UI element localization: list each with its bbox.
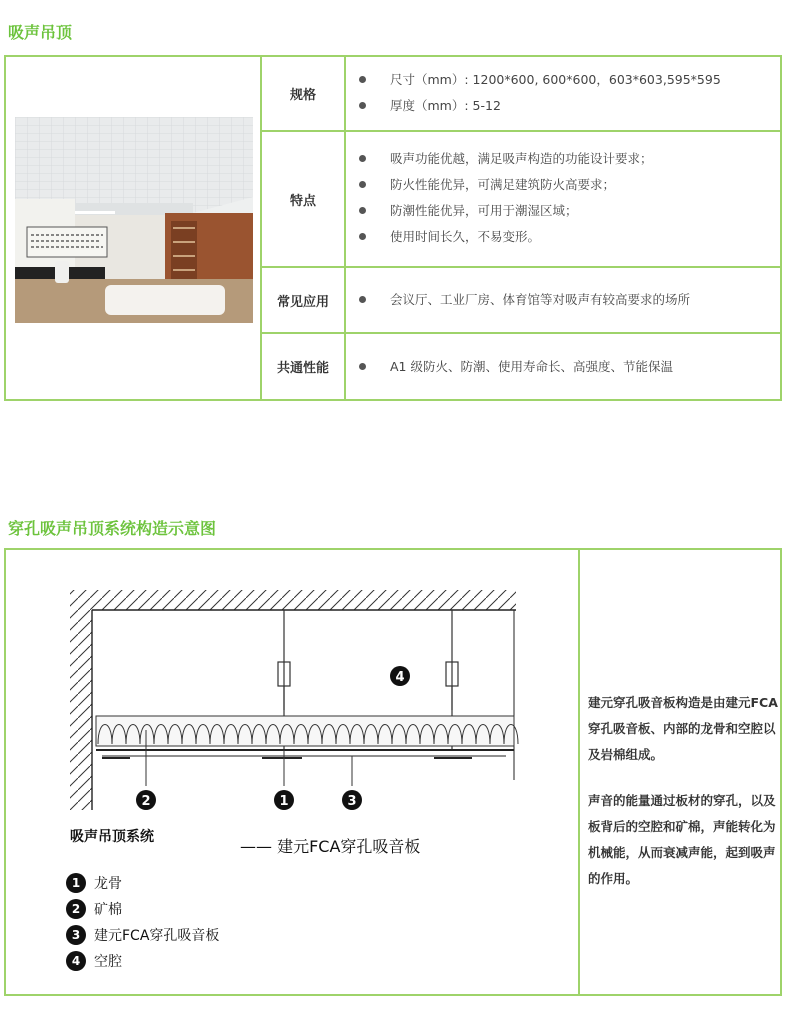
legend-item <box>66 922 219 948</box>
legend-item <box>66 948 219 974</box>
legend-list <box>66 870 219 974</box>
ceiling-photo <box>15 117 253 323</box>
description-acoustics: 声音的能量通过板材的穿孔，以及板背后的空腔和矿棉，声能转化为机械能，从而衰减声能，起到吸声的作用。 <box>588 793 776 886</box>
list-item: 防潮性能优异，可用于潮湿区域； <box>358 198 780 224</box>
legend-item <box>66 870 219 896</box>
row-label-column <box>262 57 346 399</box>
list-item: A1 级防火、防潮、使用寿命长、高强度、节能保温 <box>358 354 780 380</box>
slab-hatch <box>70 590 516 610</box>
callout-number: 4 <box>395 670 405 685</box>
row-label-features: 特点 <box>289 193 316 209</box>
callout-3 <box>342 790 362 810</box>
callout-1 <box>274 790 294 810</box>
legend-text: 矿棉 <box>94 902 122 918</box>
callout-number: 2 <box>141 794 151 809</box>
row-content-column <box>346 57 780 399</box>
callout-number: 1 <box>279 794 289 809</box>
list-item: 吸声功能优越，满足吸声构造的功能设计要求； <box>358 146 780 172</box>
legend-number: 2 <box>66 899 86 919</box>
mineral-wool-layer <box>96 716 514 746</box>
legend-text: 空腔 <box>94 954 122 970</box>
list-item: 厚度（mm）: 5-12 <box>358 93 780 119</box>
list-item: 防火性能优异，可满足建筑防火高要求； <box>358 172 780 198</box>
legend-number: 1 <box>66 873 86 893</box>
list-item: 会议厅、工业厂房、体育馆等对吸声有较高要求的场所 <box>358 287 780 313</box>
list-item: 尺寸（mm）: 1200*600, 600*600，603*603,595*595 <box>358 67 780 93</box>
callout-2 <box>136 790 156 810</box>
callout-4 <box>390 666 410 686</box>
legend-text: 建元FCA穿孔吸音板 <box>94 928 220 944</box>
legend-item <box>66 896 219 922</box>
description-structure: 建元穿孔吸音板构造是由建元FCA 穿孔吸音板、内部的龙骨和空腔以及岩棉组成。 <box>588 695 778 762</box>
legend-number: 3 <box>66 925 86 945</box>
diagram-divider <box>578 550 580 994</box>
office-ceiling-illustration <box>15 117 253 323</box>
row-content-spec <box>346 67 780 119</box>
list-item: 使用时间长久，不易变形。 <box>358 224 780 250</box>
row-content-applications <box>346 287 780 313</box>
row-label-spec: 规格 <box>289 88 316 103</box>
row-label-applications: 常见应用 <box>276 294 329 310</box>
row-label-performance: 共通性能 <box>276 361 329 376</box>
legend-number: 4 <box>66 951 86 971</box>
row-content-performance <box>346 354 780 380</box>
legend-text: 龙骨 <box>94 876 122 892</box>
spec-table <box>4 55 782 401</box>
diagram-box <box>4 548 782 996</box>
section-title-ceiling: 吸声吊顶 <box>8 23 73 42</box>
photo-cell <box>6 57 262 399</box>
callout-number: 3 <box>347 794 357 809</box>
legend-title: 吸声吊顶系统 <box>70 829 154 845</box>
section-title-diagram: 穿孔吸声吊顶系统构造示意图 <box>8 519 217 538</box>
row-content-features <box>346 146 780 250</box>
wall-hatch <box>70 610 92 810</box>
panel-label: —— 建元FCA穿孔吸音板 <box>240 837 421 856</box>
